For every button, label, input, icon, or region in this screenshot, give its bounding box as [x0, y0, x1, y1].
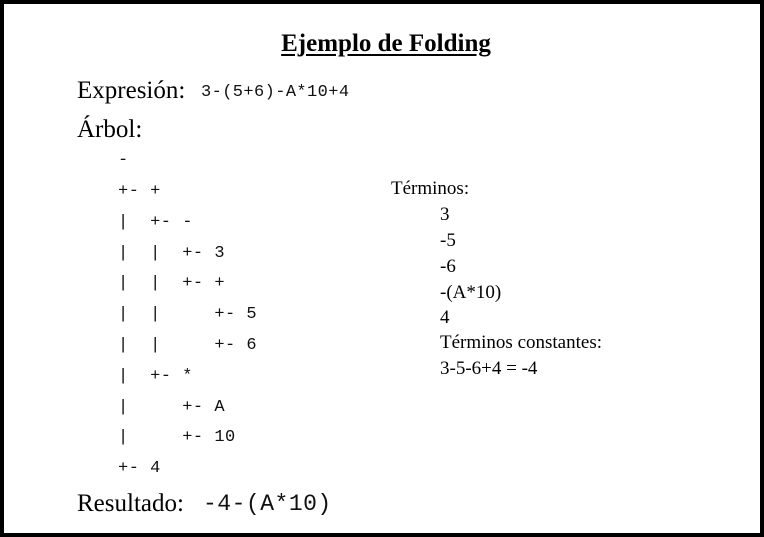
- term-item: -6: [440, 256, 456, 277]
- tree-line: | +- *: [118, 367, 193, 386]
- expression-value: 3-(5+6)-A*10+4: [201, 83, 350, 102]
- constant-terms-title: Términos constantes:: [440, 332, 602, 353]
- tree-line: | +- -: [118, 213, 193, 232]
- tree-label: Árbol:: [77, 116, 143, 143]
- constant-terms-result: 3-5-6+4 = -4: [440, 358, 538, 379]
- tree-line: +- 4: [118, 459, 161, 478]
- tree-line: -: [118, 151, 129, 170]
- tree-line: | +- A: [118, 398, 226, 417]
- result-value: -4-(A*10): [203, 491, 332, 517]
- terms-title: Términos:: [391, 178, 470, 199]
- term-item: 3: [440, 204, 450, 225]
- term-item: -(A*10): [440, 282, 502, 303]
- expression-label: Expresión:: [77, 77, 186, 104]
- slide-title: Ejemplo de Folding: [281, 30, 491, 57]
- tree-line: | +- 10: [118, 428, 236, 447]
- tree-line: +- +: [118, 182, 161, 201]
- tree-line: | | +- 6: [118, 336, 258, 355]
- tree-line: | | +- 3: [118, 244, 226, 263]
- term-item: -5: [440, 230, 456, 251]
- tree-line: | | +- +: [118, 274, 226, 293]
- term-item: 4: [440, 307, 450, 328]
- result-label: Resultado:: [77, 490, 184, 517]
- tree-line: | | +- 5: [118, 305, 258, 324]
